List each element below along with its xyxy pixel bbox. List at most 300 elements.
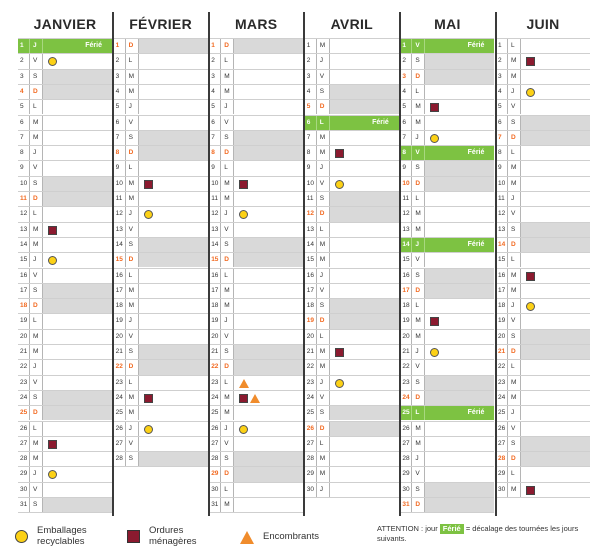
- holiday-label: Férié: [467, 42, 485, 49]
- day-number: 10: [209, 177, 221, 191]
- day-row: [400, 405, 494, 420]
- legend-menageres: [127, 526, 213, 547]
- day-number: 11: [209, 192, 221, 206]
- day-row: [18, 69, 112, 84]
- day-letter: V: [317, 391, 330, 405]
- day-cell: [139, 116, 208, 130]
- day-letter: M: [412, 116, 425, 130]
- day-row: [305, 115, 399, 130]
- day-row: [18, 375, 112, 390]
- day-cell: [139, 406, 208, 420]
- day-row: [18, 222, 112, 237]
- day-number: 16: [114, 269, 126, 283]
- day-number: 21: [400, 345, 412, 359]
- day-cell: [330, 161, 399, 175]
- day-cell: [330, 238, 399, 252]
- day-cell: [521, 376, 590, 390]
- day-letter: L: [317, 223, 330, 237]
- day-row: [305, 482, 399, 497]
- red-square-icon: [526, 486, 535, 495]
- day-letter: S: [30, 177, 43, 191]
- day-row: [400, 436, 494, 451]
- day-number: 9: [209, 161, 221, 175]
- day-cell: [43, 207, 112, 221]
- day-cell: [521, 146, 590, 160]
- day-letter: D: [30, 192, 43, 206]
- day-number: 15: [496, 253, 508, 267]
- day-number: 13: [400, 223, 412, 237]
- day-letter: L: [412, 85, 425, 99]
- day-letter: J: [317, 483, 330, 497]
- day-letter: S: [317, 299, 330, 313]
- day-row: [305, 375, 399, 390]
- day-letter: M: [30, 131, 43, 145]
- day-letter: D: [317, 100, 330, 114]
- day-row: [496, 222, 590, 237]
- day-cell: [425, 116, 494, 130]
- day-row: [209, 176, 303, 191]
- month-column: [496, 9, 590, 516]
- day-number: 27: [18, 437, 30, 451]
- day-number: 6: [400, 116, 412, 130]
- day-cell: [425, 161, 494, 175]
- day-letter: M: [30, 330, 43, 344]
- day-number: 4: [496, 85, 508, 99]
- day-cell: [521, 100, 590, 114]
- collection-icons: [526, 270, 535, 282]
- day-row: [400, 482, 494, 497]
- day-letter: J: [30, 253, 43, 267]
- day-row: [400, 466, 494, 481]
- day-row: [18, 191, 112, 206]
- day-number: 5: [305, 100, 317, 114]
- day-letter: V: [508, 422, 521, 436]
- collection-icons: [48, 469, 57, 481]
- day-cell: [43, 70, 112, 84]
- day-number: 4: [400, 85, 412, 99]
- day-row: [18, 344, 112, 359]
- day-number: 23: [209, 376, 221, 390]
- day-letter: J: [30, 467, 43, 481]
- day-number: 3: [400, 70, 412, 84]
- day-cell: [234, 314, 303, 328]
- day-row: [305, 390, 399, 405]
- day-cell: [330, 100, 399, 114]
- day-letter: M: [508, 483, 521, 497]
- collection-icons: [144, 178, 153, 190]
- day-number: 3: [209, 70, 221, 84]
- day-letter: D: [221, 146, 234, 160]
- day-number: 25: [305, 406, 317, 420]
- day-cell: [425, 284, 494, 298]
- day-row: [400, 329, 494, 344]
- day-letter: J: [317, 269, 330, 283]
- day-letter: M: [126, 177, 139, 191]
- day-row: [305, 451, 399, 466]
- day-letter: M: [317, 360, 330, 374]
- day-number: 30: [209, 483, 221, 497]
- yellow-circle-icon: [48, 57, 57, 66]
- day-number: 11: [400, 192, 412, 206]
- day-letter: J: [221, 314, 234, 328]
- attention-note: [377, 524, 592, 544]
- day-number: 8: [209, 146, 221, 160]
- day-letter: V: [30, 269, 43, 283]
- holiday-label: Férié: [467, 409, 485, 417]
- day-cell: [139, 314, 208, 328]
- collection-icons: [430, 347, 439, 359]
- day-row: [114, 252, 208, 267]
- day-row: [209, 206, 303, 221]
- day-number: 17: [305, 284, 317, 298]
- day-number: 19: [209, 314, 221, 328]
- day-number: 10: [305, 177, 317, 191]
- day-letter: L: [30, 207, 43, 221]
- day-row: [400, 421, 494, 436]
- day-cell: [43, 192, 112, 206]
- day-letter: J: [317, 376, 330, 390]
- month-separator: [495, 12, 497, 516]
- day-letter: V: [412, 146, 425, 160]
- day-row: [18, 145, 112, 160]
- month-separator: [112, 12, 114, 516]
- calendar: [18, 9, 590, 516]
- day-number: 10: [114, 177, 126, 191]
- day-cell: [234, 253, 303, 267]
- day-number: 29: [496, 467, 508, 481]
- day-cell: [43, 284, 112, 298]
- day-row: [114, 298, 208, 313]
- yellow-circle-icon: [239, 210, 248, 219]
- month-header: JUIN: [526, 15, 560, 32]
- day-letter: S: [126, 238, 139, 252]
- day-number: 30: [400, 483, 412, 497]
- day-number: 7: [496, 131, 508, 145]
- day-cell: [43, 116, 112, 130]
- day-letter: D: [317, 207, 330, 221]
- day-letter: L: [317, 437, 330, 451]
- day-row: [114, 237, 208, 252]
- day-row: [305, 176, 399, 191]
- day-letter: D: [30, 85, 43, 99]
- day-row: [305, 436, 399, 451]
- legend: [0, 522, 596, 555]
- day-row: [305, 53, 399, 68]
- day-row: [496, 69, 590, 84]
- day-letter: S: [30, 498, 43, 512]
- day-row: [209, 344, 303, 359]
- day-row: [209, 283, 303, 298]
- yellow-circle-icon: [526, 88, 535, 97]
- day-row: [114, 283, 208, 298]
- day-row: [209, 38, 303, 53]
- day-cell: [139, 223, 208, 237]
- day-number: 19: [114, 314, 126, 328]
- day-letter: V: [317, 177, 330, 191]
- day-cell: [43, 177, 112, 191]
- day-cell: [234, 284, 303, 298]
- day-row: [305, 252, 399, 267]
- day-letter: M: [221, 391, 234, 405]
- red-square-icon: [526, 272, 535, 281]
- collection-icons: [430, 132, 439, 144]
- day-number: 13: [496, 223, 508, 237]
- yellow-circle-icon: [48, 470, 57, 479]
- day-row: [496, 313, 590, 328]
- day-cell: [43, 269, 112, 283]
- day-cell: [234, 116, 303, 130]
- day-number: 1: [18, 39, 30, 53]
- day-letter: V: [126, 223, 139, 237]
- day-row: [209, 160, 303, 175]
- day-letter: V: [412, 467, 425, 481]
- day-cell: [43, 498, 112, 512]
- collection-icons: [335, 148, 344, 160]
- day-letter: S: [508, 116, 521, 130]
- day-number: 5: [18, 100, 30, 114]
- day-number: 27: [305, 437, 317, 451]
- row-divider: [18, 512, 112, 513]
- day-letter: V: [317, 284, 330, 298]
- day-cell: [139, 146, 208, 160]
- day-row: [400, 176, 494, 191]
- month-column: [18, 9, 112, 516]
- day-letter: M: [508, 376, 521, 390]
- day-number: 20: [496, 330, 508, 344]
- yellow-circle-icon: [15, 530, 28, 543]
- day-cell: [234, 238, 303, 252]
- day-letter: S: [30, 284, 43, 298]
- day-cell: [425, 85, 494, 99]
- day-letter: D: [508, 452, 521, 466]
- day-row: [114, 115, 208, 130]
- day-row: [496, 84, 590, 99]
- day-letter: M: [30, 223, 43, 237]
- day-cell: [425, 177, 494, 191]
- day-row: [305, 313, 399, 328]
- day-cell: [521, 177, 590, 191]
- day-letter: J: [30, 39, 43, 53]
- collection-icons: [526, 86, 535, 98]
- day-letter: S: [221, 452, 234, 466]
- day-cell: [43, 422, 112, 436]
- legend-menageres-label: Ordures ménagères: [149, 525, 197, 547]
- day-row: [305, 206, 399, 221]
- day-row: [114, 99, 208, 114]
- day-letter: L: [412, 406, 425, 420]
- day-number: 24: [305, 391, 317, 405]
- collection-icons: [239, 377, 249, 389]
- day-letter: M: [221, 85, 234, 99]
- day-row: [18, 237, 112, 252]
- day-cell: [234, 223, 303, 237]
- day-cell: [425, 360, 494, 374]
- day-cell: [330, 131, 399, 145]
- day-row: [114, 53, 208, 68]
- day-number: 10: [18, 177, 30, 191]
- day-number: 30: [496, 483, 508, 497]
- day-row: [18, 283, 112, 298]
- day-letter: D: [412, 284, 425, 298]
- day-number: 17: [400, 284, 412, 298]
- day-letter: D: [126, 39, 139, 53]
- day-number: 21: [496, 345, 508, 359]
- day-cell: [521, 360, 590, 374]
- day-number: 1: [400, 39, 412, 53]
- day-letter: M: [317, 131, 330, 145]
- day-number: 15: [18, 253, 30, 267]
- day-cell: [425, 299, 494, 313]
- day-row: [305, 237, 399, 252]
- day-letter: J: [412, 345, 425, 359]
- day-cell: [425, 207, 494, 221]
- holiday-label: Férié: [467, 240, 485, 248]
- day-cell: [139, 299, 208, 313]
- day-number: 25: [18, 406, 30, 420]
- day-row: [496, 436, 590, 451]
- red-square-icon: [430, 317, 439, 326]
- day-row: [209, 313, 303, 328]
- day-row: [209, 421, 303, 436]
- day-letter: D: [221, 467, 234, 481]
- day-cell: [425, 330, 494, 344]
- day-letter: M: [126, 70, 139, 84]
- day-letter: M: [317, 467, 330, 481]
- day-cell: [425, 223, 494, 237]
- day-cell: [521, 131, 590, 145]
- day-row: [209, 497, 303, 512]
- day-number: 23: [18, 376, 30, 390]
- day-cell: [234, 70, 303, 84]
- day-letter: D: [221, 360, 234, 374]
- day-row: [496, 283, 590, 298]
- day-letter: M: [126, 192, 139, 206]
- day-number: 23: [305, 376, 317, 390]
- day-number: 8: [114, 146, 126, 160]
- day-row: [496, 329, 590, 344]
- day-letter: J: [126, 207, 139, 221]
- day-letter: M: [508, 177, 521, 191]
- day-row: [114, 69, 208, 84]
- month-separator: [399, 12, 401, 516]
- holiday-label: Férié: [85, 42, 102, 49]
- day-row: [114, 84, 208, 99]
- day-letter: L: [412, 299, 425, 313]
- day-number: 7: [114, 131, 126, 145]
- day-number: 11: [305, 192, 317, 206]
- day-letter: L: [221, 483, 234, 497]
- day-number: 18: [305, 299, 317, 313]
- day-cell: [234, 467, 303, 481]
- day-number: 3: [496, 70, 508, 84]
- day-number: 31: [18, 498, 30, 512]
- row-divider: [496, 497, 590, 498]
- day-cell: [234, 330, 303, 344]
- day-number: 10: [400, 177, 412, 191]
- day-row: [305, 191, 399, 206]
- day-row: [400, 451, 494, 466]
- yellow-circle-icon: [48, 256, 57, 265]
- day-number: 15: [114, 253, 126, 267]
- day-letter: M: [412, 223, 425, 237]
- day-row: [114, 405, 208, 420]
- day-row: [400, 390, 494, 405]
- day-cell: [43, 314, 112, 328]
- day-cell: [139, 376, 208, 390]
- day-row: [400, 115, 494, 130]
- day-row: [209, 53, 303, 68]
- day-number: 29: [305, 467, 317, 481]
- day-row: [305, 69, 399, 84]
- day-number: 5: [209, 100, 221, 114]
- row-divider: [114, 466, 208, 467]
- day-number: 24: [18, 391, 30, 405]
- day-row: [209, 130, 303, 145]
- day-number: 2: [496, 54, 508, 68]
- collection-icons: [144, 392, 153, 404]
- day-row: [496, 130, 590, 145]
- day-row: [114, 38, 208, 53]
- day-row: [496, 99, 590, 114]
- holiday-label: Férié: [372, 118, 389, 126]
- day-letter: M: [508, 391, 521, 405]
- day-number: 6: [305, 116, 317, 130]
- day-number: 27: [114, 437, 126, 451]
- collection-icons: [48, 56, 57, 68]
- day-number: 24: [114, 391, 126, 405]
- day-row: [209, 145, 303, 160]
- day-row: [400, 38, 494, 53]
- day-number: 21: [18, 345, 30, 359]
- day-number: 7: [18, 131, 30, 145]
- day-letter: J: [221, 100, 234, 114]
- day-letter: S: [412, 54, 425, 68]
- day-letter: M: [221, 498, 234, 512]
- row-divider: [400, 512, 494, 513]
- day-number: 26: [209, 422, 221, 436]
- row-divider: [209, 512, 303, 513]
- day-letter: M: [412, 100, 425, 114]
- day-row: [400, 206, 494, 221]
- day-number: 13: [18, 223, 30, 237]
- day-cell: [521, 192, 590, 206]
- day-number: 9: [114, 161, 126, 175]
- day-letter: S: [221, 238, 234, 252]
- day-letter: M: [126, 299, 139, 313]
- day-letter: V: [126, 330, 139, 344]
- day-letter: V: [126, 116, 139, 130]
- day-row: [400, 344, 494, 359]
- collection-icons: [335, 178, 344, 190]
- day-row: [18, 252, 112, 267]
- day-row: [496, 191, 590, 206]
- day-cell: [139, 345, 208, 359]
- day-letter: M: [30, 238, 43, 252]
- day-row: [305, 405, 399, 420]
- day-number: 12: [400, 207, 412, 221]
- day-row: [114, 313, 208, 328]
- day-number: 20: [114, 330, 126, 344]
- orange-triangle-icon: [239, 379, 249, 388]
- day-number: 3: [18, 70, 30, 84]
- day-cell: [521, 391, 590, 405]
- day-letter: M: [508, 284, 521, 298]
- day-row: [209, 191, 303, 206]
- day-letter: L: [126, 54, 139, 68]
- day-row: [209, 329, 303, 344]
- day-letter: D: [126, 146, 139, 160]
- day-number: 28: [496, 452, 508, 466]
